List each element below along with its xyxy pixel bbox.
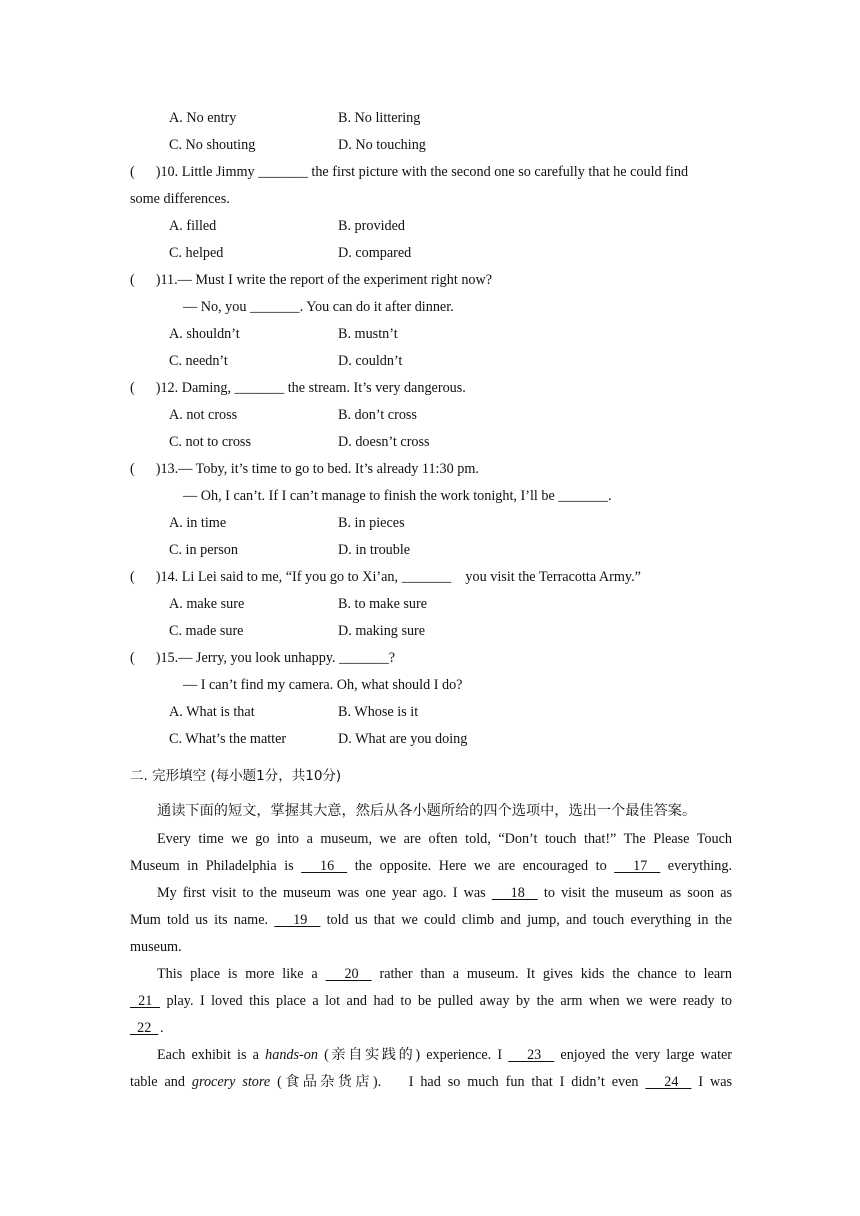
q12-option-c: C. not to cross bbox=[169, 434, 251, 450]
answer-paren: ( bbox=[130, 272, 135, 288]
q11-reply: — No, you _______. You can do it after dinner. bbox=[183, 299, 454, 315]
q14-option-a: A. make sure bbox=[169, 596, 245, 612]
q10-option-d: D. compared bbox=[338, 245, 412, 261]
q14-option-b: B. to make sure bbox=[338, 596, 428, 612]
passage-text: Museum in Philadelphia is bbox=[130, 858, 294, 874]
q12-text: )12. Daming, _______ the stream. It’s very dangerous. bbox=[155, 380, 466, 396]
q13-stem bbox=[130, 459, 732, 479]
passage-text: to visit the museum as soon as bbox=[543, 885, 733, 901]
blank-20: 20 bbox=[325, 966, 372, 982]
passage-text: the opposite. Here we are encouraged to bbox=[354, 858, 607, 874]
passage-text: Each exhibit is a bbox=[157, 1047, 259, 1063]
passage-p1-line2 bbox=[130, 856, 732, 876]
q11-option-a: A. shouldn’t bbox=[169, 326, 240, 342]
passage-p2-line1 bbox=[157, 883, 732, 903]
q15-text: )15.— Jerry, you look unhappy. _______? bbox=[155, 650, 396, 666]
blank-22: 22 bbox=[130, 1020, 159, 1036]
q11-stem bbox=[130, 270, 732, 290]
blank-23: 23 bbox=[508, 1047, 555, 1063]
blank-18: 18 bbox=[491, 885, 538, 901]
q10-option-c: C. helped bbox=[169, 245, 224, 261]
blank-17: 17 bbox=[614, 858, 661, 874]
passage-term: grocery store bbox=[191, 1074, 271, 1090]
q13-text: )13.— Toby, it’s time to go to bed. It’s already 11:30 pm. bbox=[155, 461, 479, 477]
q14-option-d: D. making sure bbox=[338, 623, 426, 639]
q13-reply: — Oh, I can’t. If I can’t manage to finish the work tonight, I’ll be _______. bbox=[183, 488, 612, 504]
q9-option-c: C. No shouting bbox=[169, 137, 256, 153]
q15-stem bbox=[130, 648, 732, 668]
q10-text: )10. Little Jimmy _______ the first picture with the second one so carefully that he could find bbox=[155, 164, 689, 180]
q15-option-d: D. What are you doing bbox=[338, 731, 468, 747]
q15-reply: — I can’t find my camera. Oh, what should I do? bbox=[183, 677, 463, 693]
passage-text: enjoyed the very large water bbox=[560, 1047, 733, 1063]
answer-paren: ( bbox=[130, 380, 135, 396]
q14-stem bbox=[130, 567, 732, 587]
q13-option-c: C. in person bbox=[169, 542, 238, 558]
passage-p2-line2 bbox=[130, 910, 732, 930]
passage-p3-line1 bbox=[157, 964, 732, 984]
q11-text: )11.— Must I write the report of the experiment right now? bbox=[155, 272, 493, 288]
q15-option-b: B. Whose is it bbox=[338, 704, 419, 720]
q10-option-b: B. provided bbox=[338, 218, 405, 234]
q11-option-d: D. couldn’t bbox=[338, 353, 403, 369]
section-instruction: 通读下面的短文，掌握其大意，然后从各小题所给的四个选项中，选出一个最佳答案。 bbox=[157, 803, 697, 819]
passage-text: This place is more like a bbox=[157, 966, 318, 982]
passage-p3-line2 bbox=[130, 991, 732, 1011]
q12-option-d: D. doesn’t cross bbox=[338, 434, 430, 450]
answer-paren: ( bbox=[130, 164, 135, 180]
q10-stem bbox=[130, 162, 732, 182]
blank-19: 19 bbox=[274, 912, 321, 928]
passage-text: told us that we could climb and jump, and touch everything in the bbox=[326, 912, 733, 928]
passage-text: play. I loved this place a lot and had to be pulled away by the arm when we were ready to bbox=[166, 993, 733, 1009]
q13-option-d: D. in trouble bbox=[338, 542, 411, 558]
passage-text: Mum told us its name. bbox=[130, 912, 269, 928]
answer-paren: ( bbox=[130, 650, 135, 666]
q13-option-b: B. in pieces bbox=[338, 515, 405, 531]
passage-text: rather than a museum. It gives kids the chance to learn bbox=[379, 966, 732, 982]
passage-p4-line2 bbox=[130, 1072, 732, 1092]
passage-text: . bbox=[160, 1020, 164, 1036]
q12-stem bbox=[130, 378, 732, 398]
blank-21: 21 bbox=[130, 993, 160, 1009]
q13-option-a: A. in time bbox=[169, 515, 227, 531]
q9-option-d: D. No touching bbox=[338, 137, 426, 153]
section-heading: 二. 完形填空 (每小题1分，共10分) bbox=[130, 768, 342, 784]
passage-text: everything. bbox=[667, 858, 732, 874]
q15-option-a: A. What is that bbox=[169, 704, 255, 720]
passage-term: hands-on bbox=[265, 1047, 318, 1063]
passage-p3-line3 bbox=[130, 1018, 732, 1038]
q9-option-a: A. No entry bbox=[169, 110, 237, 126]
q11-option-c: C. needn’t bbox=[169, 353, 228, 369]
passage-text: I was bbox=[698, 1074, 733, 1090]
passage-text: (食品杂货店). I had so much fun that I didn’t even bbox=[277, 1074, 639, 1090]
q9-option-b: B. No littering bbox=[338, 110, 421, 126]
passage-p4-line1 bbox=[157, 1045, 732, 1065]
blank-24: 24 bbox=[645, 1074, 692, 1090]
q12-option-b: B. don’t cross bbox=[338, 407, 417, 423]
passage-p1-line1: Every time we go into a museum, we are often told, “Don’t touch that!” The Please Touch bbox=[157, 831, 732, 847]
q10-stem-cont: some differences. bbox=[130, 191, 230, 207]
q14-text: )14. Li Lei said to me, “If you go to Xi’an, _______ you visit the Terracotta Army.” bbox=[155, 569, 641, 585]
q10-option-a: A. filled bbox=[169, 218, 217, 234]
passage-text: (亲自实践的) experience. I bbox=[324, 1047, 503, 1063]
passage-text: My first visit to the museum was one year ago. I was bbox=[157, 885, 486, 901]
passage-text: table and bbox=[130, 1074, 185, 1090]
answer-paren: ( bbox=[130, 461, 135, 477]
q11-option-b: B. mustn’t bbox=[338, 326, 398, 342]
q12-option-a: A. not cross bbox=[169, 407, 238, 423]
q15-option-c: C. What’s the matter bbox=[169, 731, 287, 747]
passage-p2-line3: museum. bbox=[130, 939, 182, 955]
q14-option-c: C. made sure bbox=[169, 623, 244, 639]
answer-paren: ( bbox=[130, 569, 135, 585]
blank-16: 16 bbox=[301, 858, 348, 874]
